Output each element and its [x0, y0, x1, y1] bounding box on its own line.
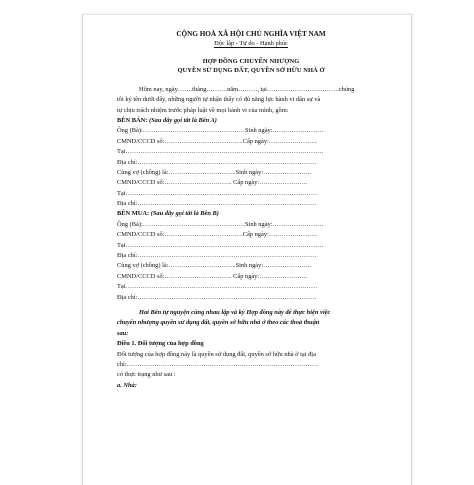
buyer-heading [117, 209, 385, 219]
motto [117, 39, 385, 48]
spacer [117, 76, 385, 85]
intro-line-1: Hôm nay, ngày…….tháng……….năm………, tại…………………………….chúng [139, 85, 355, 93]
seller-line: Tại……………………………………………………………………………… [117, 189, 318, 197]
buyer-line: Tại……………………………………………………………………………… [117, 283, 318, 291]
intro-line-3: tự chịu trách nhiệm trước pháp luật về mọi hành vi của mình, gồm: [117, 106, 289, 114]
seller-line: Cùng vợ (chồng) là:…………………………..Sinh ngày:………………….. [117, 168, 312, 176]
seller-heading-note: (Sau đây gọi tắt là Bên A) [148, 116, 217, 124]
buyer-line: Ông (Bà):…………………………………………Sinh ngày:…………………… [117, 220, 324, 228]
contract-title-line-1: HỢP ĐỒNG CHUYỂN NHƯỢNG [202, 58, 300, 65]
motto-text: Độc lập - Tự do - Hạnh phúc [214, 40, 288, 47]
buyer-line: Tại………………………………………………………………………………… [117, 241, 324, 249]
article-1-line-1: Đối tượng của hợp đồng này là quyền sử dụng đất, quyền sở hữu nhà ở tại địa [117, 350, 316, 358]
agreement-line-2: chuyển nhượng quyền sử dụng đất, quyền sở hữu nhà ở theo các thoả thuận [117, 319, 320, 327]
buyer-line: CMND/CCCD số:……………………………….Cấp ngày:………………….. [117, 231, 317, 239]
seller-line: CMND/CCCD số:………………………….. Cấp ngày:………………….. [117, 179, 308, 187]
article-1-line-4: a. Nhà: [117, 381, 137, 389]
buyer-line: Địa chỉ:………………………………………………………………………… [117, 293, 317, 301]
spacer [117, 48, 385, 57]
document-content [117, 29, 385, 391]
agreement-line-3: sau: [117, 329, 129, 337]
seller-line: Địa chỉ:………………………………………………………………………… [117, 158, 317, 166]
country-header: CỘNG HOÀ XÃ HỘI CHỦ NGHĨA VIỆT NAM [176, 30, 326, 38]
seller-heading-label: BÊN BÁN: [117, 116, 148, 124]
intro-line-2: tôi ký tên dưới đây, những người tự nhận thấy có đủ năng lực hành vi dân sự và [117, 96, 321, 104]
article-1-line-3: có thực trạng như sau : [117, 371, 176, 379]
agreement-line-1: Hai Bên tự nguyện cùng nhau lập và ký Hợp đồng này để thực hiện việc [139, 308, 331, 316]
buyer-line: CMND/CCCD số:………………………….. Cấp ngày:………………….. [117, 272, 308, 280]
buyer-line: Cùng vợ (chồng) là:…………………………..Sinh ngày:………………….. [117, 262, 312, 270]
seller-line: CMND/CCCD số:……………………………….Cấp ngày:………………….. [117, 137, 317, 145]
document-page [82, 14, 412, 485]
article-1-line-2: chỉ:……………………………………………………………………………… [117, 360, 319, 368]
article-1-heading: Điều 1. Đối tượng của hợp đồng [117, 340, 204, 348]
seller-heading [117, 116, 385, 126]
seller-line: Tại………………………………………………………………………………… [117, 148, 324, 156]
contract-title-line-2: QUYỀN SỬ DỤNG ĐẤT, QUYỀN SỞ HỮU NHÀ Ở [177, 67, 325, 75]
seller-line: Địa chỉ:………………………………………………………………………… [117, 200, 317, 208]
buyer-line: Địa chỉ:………………………………………………………………………… [117, 252, 317, 260]
seller-line: Ông (Bà):…………………………………………Sinh ngày:…………………… [117, 127, 324, 135]
buyer-heading-note: (Sau đây gọi tắt là Bên B) [150, 210, 219, 218]
buyer-heading-label: BÊN MUA: [117, 210, 150, 218]
